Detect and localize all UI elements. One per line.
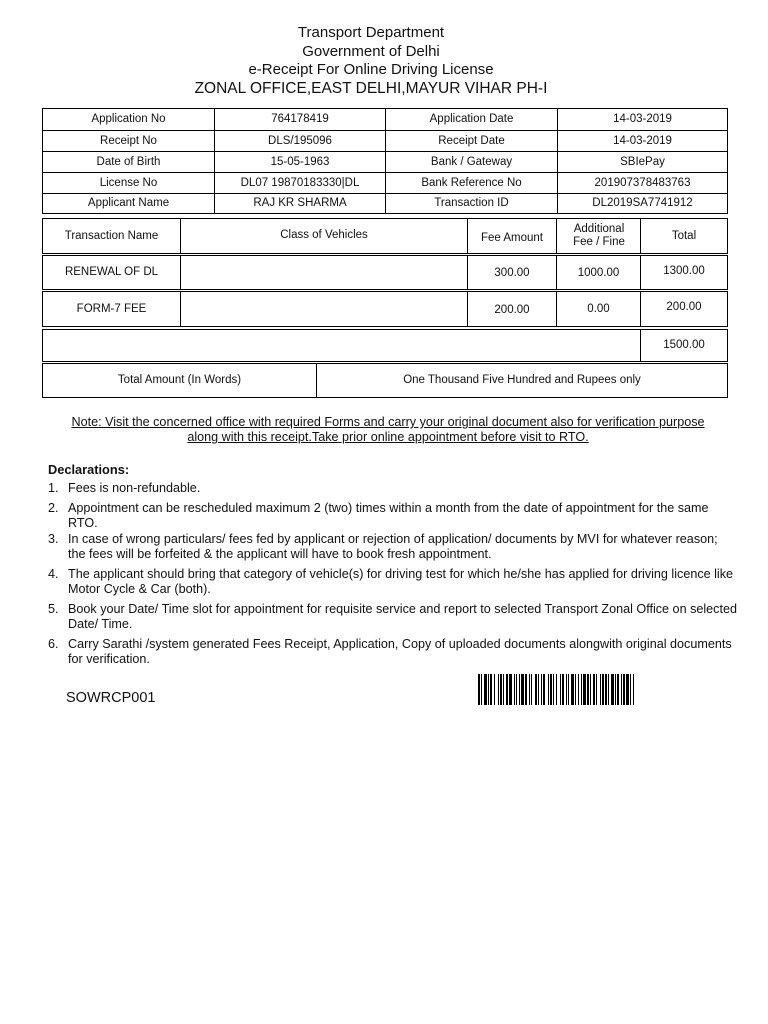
value-bank-reference-no: 201907378483763 [594, 176, 691, 189]
value-bank-gateway: SBIePay [620, 155, 665, 168]
fee-table-header [42, 218, 728, 254]
label-date-of-birth: Date of Birth [96, 155, 161, 168]
value-license-no: DL07 19870183330|DL [240, 176, 360, 189]
grand-total-value: 1500.00 [663, 339, 705, 351]
list-item: 6. Carry Sarathi /system generated Fees Receipt, Application, Copy of uploaded documents alongwith original documents for verification. [48, 637, 732, 666]
header-department: Transport Department [297, 24, 445, 41]
row-fee-amount: 300.00 [494, 267, 530, 279]
row-fee-amount: 200.00 [494, 303, 530, 316]
note-line-2: along with this receipt.Take prior online appointment before visit to RTO. [187, 430, 589, 444]
declarations-title: Declarations: [48, 462, 130, 477]
label-transaction-id: Transaction ID [434, 197, 509, 209]
form-code: SOWRCP001 [66, 690, 156, 706]
value-applicant-name: RAJ KR SHARMA [253, 197, 347, 209]
list-item: 1. Fees is non-refundable. [48, 481, 201, 495]
header-fee-amount: Fee Amount [480, 231, 543, 244]
value-application-no: 764178419 [271, 113, 329, 125]
label-application-date: Application Date [429, 113, 514, 125]
value-date-of-birth: 15-05-1963 [270, 155, 330, 168]
label-receipt-date: Receipt Date [438, 134, 505, 147]
note-line-1: Note: Visit the concerned office with required Forms and carry your original document also for verification purpose [71, 415, 705, 429]
label-bank-gateway: Bank / Gateway [430, 155, 513, 168]
amount-in-words-label: Total Amount (In Words) [117, 374, 242, 386]
value-receipt-no: DLS/195096 [268, 134, 332, 147]
header-additional-fee: Additional Fee / Fine [573, 223, 625, 248]
value-transaction-id: DL2019SA7741912 [592, 197, 693, 209]
label-bank-reference-no: Bank Reference No [421, 176, 522, 189]
row-transaction-name: RENEWAL OF DL [64, 266, 159, 278]
label-license-no: License No [99, 176, 158, 189]
label-application-no: Application No [91, 113, 166, 125]
list-item: 2. Appointment can be rescheduled maximum 2 (two) times within a month from the date of appointment for the same RTO. [48, 501, 709, 530]
label-receipt-no: Receipt No [100, 134, 157, 147]
header-receipt-title: e-Receipt For Online Driving License [248, 61, 494, 78]
list-item: 3. In case of wrong particulars/ fees fed by applicant or rejection of application/ documents by MVI for whatever reason; the fees will be forfeited & the applicant will have to book fresh appointment. [48, 532, 718, 561]
header-class-of-vehicles: Class of Vehicles [280, 228, 368, 241]
barcode-icon [478, 674, 718, 705]
header-office: ZONAL OFFICE,EAST DELHI,MAYUR VIHAR PH-I [194, 80, 548, 97]
row-total: 200.00 [666, 300, 702, 313]
row-class-of-vehicles [181, 256, 467, 289]
value-application-date: 14-03-2019 [613, 113, 672, 125]
list-item: 4. The applicant should bring that category of vehicle(s) for driving test for which he/she has applied for driving licence like Motor Cycle & Car (both). [48, 567, 734, 596]
header-government: Government of Delhi [302, 43, 440, 60]
header-transaction-name: Transaction Name [64, 229, 159, 242]
value-receipt-date: 14-03-2019 [613, 134, 672, 147]
list-item: 5. Book your Date/ Time slot for appointment for requisite service and report to selected Transport Zonal Office on selected Date/ Time. [48, 602, 737, 631]
row-additional-fee: 0.00 [587, 302, 610, 315]
row-total: 1300.00 [663, 265, 705, 277]
row-additional-fee: 1000.00 [577, 267, 620, 279]
info-table [42, 108, 728, 214]
header-total: Total [671, 229, 697, 242]
grand-total-row [42, 329, 728, 362]
table-row [42, 291, 728, 327]
row-class-of-vehicles [181, 292, 467, 326]
amount-in-words-value: One Thousand Five Hundred and Rupees only [403, 374, 641, 386]
table-row [42, 255, 728, 290]
label-applicant-name: Applicant Name [87, 197, 170, 209]
row-transaction-name: FORM-7 FEE [76, 302, 147, 315]
amount-in-words-row [42, 363, 728, 398]
